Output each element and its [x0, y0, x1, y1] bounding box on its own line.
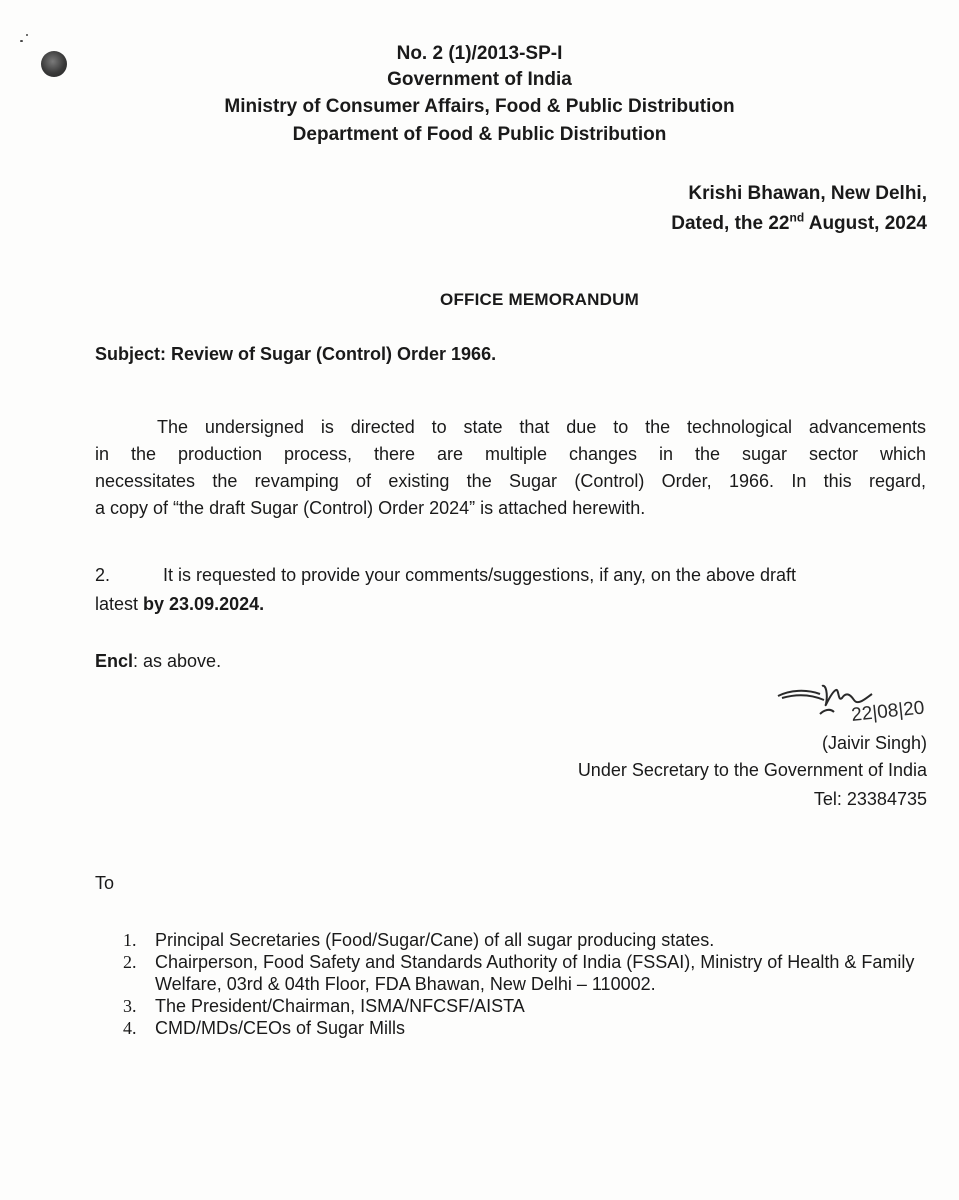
list-item-text: Chairperson, Food Safety and Standards Authority of India (FSSAI), Ministry of Health & Family Welfare, 03rd & 04th Floor, FDA Bhawan, New Delhi – 110002.	[155, 952, 915, 994]
paragraph-2-text-2: latest	[95, 594, 144, 614]
date-rest: August, 2024	[804, 213, 927, 234]
paragraph-1-line: in the production process, there are multiple changes in the sugar sector which	[95, 444, 926, 464]
list-item-text: CMD/MDs/CEOs of Sugar Mills	[155, 1018, 406, 1038]
list-item-text: Principal Secretaries (Food/Sugar/Cane) of all sugar producing states.	[155, 930, 715, 950]
to-label: To	[95, 873, 115, 893]
paragraph-2-line-1	[95, 561, 930, 590]
signatory-tel: Tel: 23384735	[813, 789, 927, 809]
list-item-number: 3.	[123, 996, 137, 1016]
signature-date: 22|08|20	[850, 697, 926, 726]
paragraph-2-number: 2.	[95, 565, 111, 585]
list-item	[123, 951, 923, 995]
paragraph-1-line: necessitates the revamping of existing the Sugar (Control) Order, 1966. In this regard,	[95, 471, 926, 491]
enclosure-line	[95, 651, 221, 672]
list-item	[123, 1017, 923, 1039]
paragraph-2-text: It is requested to provide your comments/suggestions, if any, on the above draft	[163, 565, 797, 585]
subject-line: Subject: Review of Sugar (Control) Order 1966.	[95, 344, 497, 364]
paragraph-1	[95, 414, 926, 522]
memo-title: OFFICE MEMORANDUM	[440, 290, 639, 309]
signatory-designation: Under Secretary to the Government of India	[577, 760, 927, 780]
paragraph-2	[95, 561, 930, 619]
date-prefix: Dated, the 22	[671, 213, 790, 234]
list-item-number: 1.	[123, 930, 137, 950]
list-item	[123, 995, 923, 1017]
recipient-list	[123, 929, 923, 1039]
paragraph-1-line: a copy of “the draft Sugar (Control) Order 2024” is attached herewith.	[95, 498, 646, 518]
file-number: No. 2 (1)/2013-SP-I	[396, 43, 563, 64]
enclosure-text: : as above.	[133, 651, 222, 671]
scan-speck	[26, 34, 28, 36]
enclosure-label: Encl	[95, 651, 134, 671]
scan-speck	[20, 40, 23, 42]
government-title: Government of India	[387, 69, 572, 90]
handwritten-signature	[776, 680, 959, 732]
date-ordinal: nd	[789, 210, 805, 225]
date-line	[671, 210, 927, 235]
ministry-title: Ministry of Consumer Affairs, Food & Public Distribution	[224, 96, 735, 117]
paragraph-1-line: The undersigned is directed to state that due to the technological advancements	[157, 417, 926, 437]
place-line: Krishi Bhawan, New Delhi,	[688, 183, 927, 204]
deadline: by 23.09.2024.	[143, 594, 265, 614]
list-item	[123, 929, 923, 951]
paragraph-2-line-2	[95, 590, 930, 619]
department-title: Department of Food & Public Distribution	[292, 124, 667, 145]
list-item-text: The President/Chairman, ISMA/NFCSF/AISTA	[155, 996, 525, 1016]
list-item-number: 4.	[123, 1018, 137, 1038]
list-item-number: 2.	[123, 952, 137, 972]
signatory-name: (Jaivir Singh)	[821, 733, 927, 753]
